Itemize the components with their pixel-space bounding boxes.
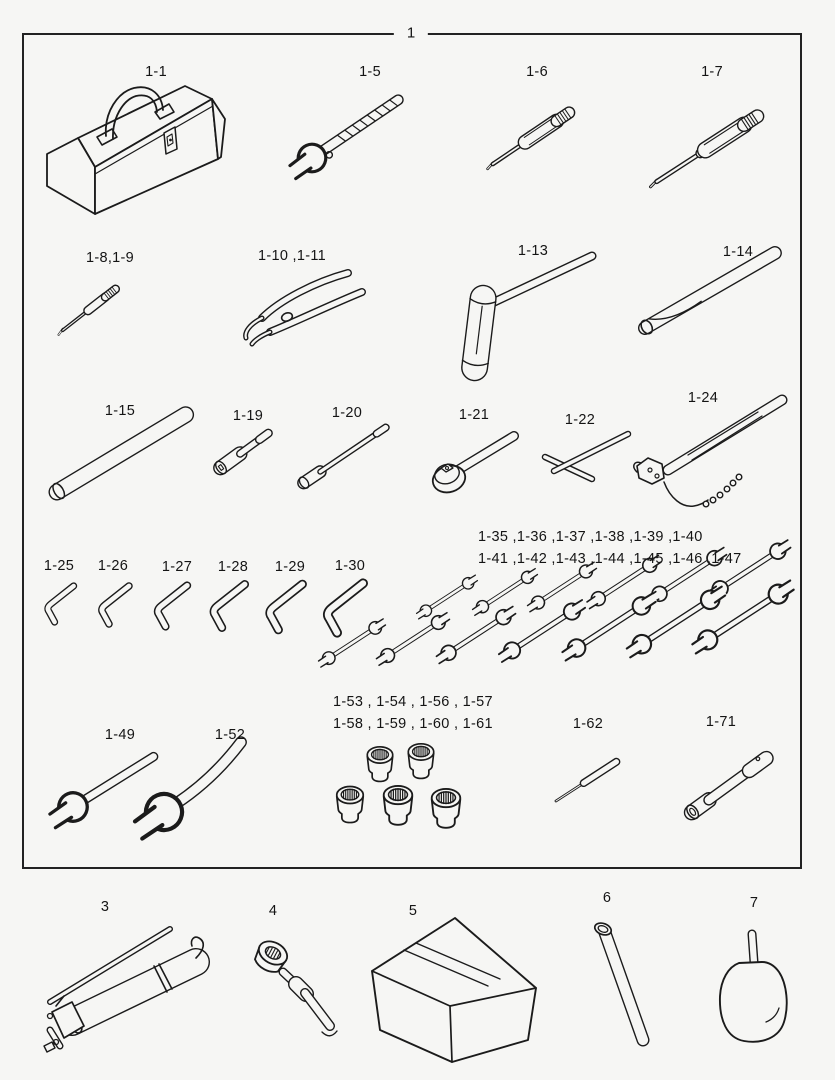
label-ratchet: 1-21 xyxy=(458,407,490,423)
ratchet-illustration xyxy=(429,436,514,496)
label-open-wrench-large: 1-52 xyxy=(214,727,246,743)
label-handle-tube: 1-15 xyxy=(104,403,136,419)
label-hex-key-3: 1-27 xyxy=(161,559,193,575)
label-grease-gun-adapter: 4 xyxy=(268,903,278,919)
label-open-wrench-small: 1-49 xyxy=(104,727,136,743)
label-screwdriver-small: 1-6 xyxy=(526,64,548,80)
screwdriver-mini-illustration xyxy=(56,286,118,337)
pin-punch-illustration xyxy=(556,762,616,801)
rubber-cap-illustration xyxy=(720,934,787,1042)
grease-gun-adapter-illustration xyxy=(251,937,337,1036)
kit-group-label: 1 xyxy=(394,25,428,42)
label-rubber-cap: 7 xyxy=(749,895,759,911)
label-adjustable-wrench: 1-5 xyxy=(359,64,381,80)
label-wrench-set-row1: 1-35 ,1-36 ,1-37 ,1-38 ,1-39 ,1-40 xyxy=(478,529,703,545)
label-grease-gun: 3 xyxy=(100,899,110,915)
label-tube: 6 xyxy=(602,890,612,906)
chain-wrench-illustration xyxy=(634,400,782,507)
pliers-illustration xyxy=(246,273,362,344)
label-mallet: 1-13 xyxy=(517,243,549,259)
label-spark-plug-socket: 1-71 xyxy=(705,714,737,730)
socket-set-illustration xyxy=(337,744,461,828)
nozzle-tube-illustration xyxy=(639,247,779,336)
toolbox-illustration xyxy=(47,86,225,214)
screwdriver-small-illustration xyxy=(484,108,572,172)
label-hex-key-2: 1-26 xyxy=(97,558,129,574)
label-hex-key-1: 1-25 xyxy=(43,558,75,574)
label-pliers: 1-10 ,1-11 xyxy=(257,248,327,264)
label-t-handle: 1-22 xyxy=(564,412,596,428)
open-end-wrench-large-illustration xyxy=(121,733,261,850)
label-screwdriver-large: 1-7 xyxy=(701,64,723,80)
label-toolbox: 1-1 xyxy=(145,64,167,80)
mallet-illustration xyxy=(462,256,592,369)
label-hex-key-5: 1-29 xyxy=(274,559,306,575)
label-socket-set-row2: 1-58 , 1-59 , 1-60 , 1-61 xyxy=(333,716,493,732)
label-wrench-set-row2: 1-41 ,1-42 ,1-43 ,1-44 ,1-45 ,1-46 ,1-47 xyxy=(478,551,742,567)
label-pin-punch: 1-62 xyxy=(572,716,604,732)
hex-key-set-illustration xyxy=(48,583,363,632)
label-carton-box: 5 xyxy=(408,903,418,919)
label-hex-key-4: 1-28 xyxy=(217,559,249,575)
carton-box-illustration xyxy=(372,918,536,1062)
adjustable-wrench-illustration xyxy=(280,85,407,186)
extension-rod-illustration xyxy=(297,422,389,489)
label-nozzle-tube: 1-14 xyxy=(722,244,754,260)
grease-gun-illustration xyxy=(44,929,203,1052)
label-extension-rod: 1-20 xyxy=(331,405,363,421)
label-screwdriver-mini: 1-8,1-9 xyxy=(85,250,135,266)
label-socket-extension: 1-19 xyxy=(232,408,264,424)
t-handle-illustration xyxy=(545,434,628,479)
socket-extension-illustration xyxy=(214,427,273,475)
label-socket-set-row1: 1-53 , 1-54 , 1-56 , 1-57 xyxy=(333,694,493,710)
label-hex-key-6: 1-30 xyxy=(334,558,366,574)
spark-plug-socket-illustration xyxy=(684,752,770,820)
label-chain-wrench: 1-24 xyxy=(687,390,719,406)
handle-tube-illustration xyxy=(51,408,190,501)
tube-illustration xyxy=(593,921,643,1040)
screwdriver-large-illustration xyxy=(647,111,761,191)
